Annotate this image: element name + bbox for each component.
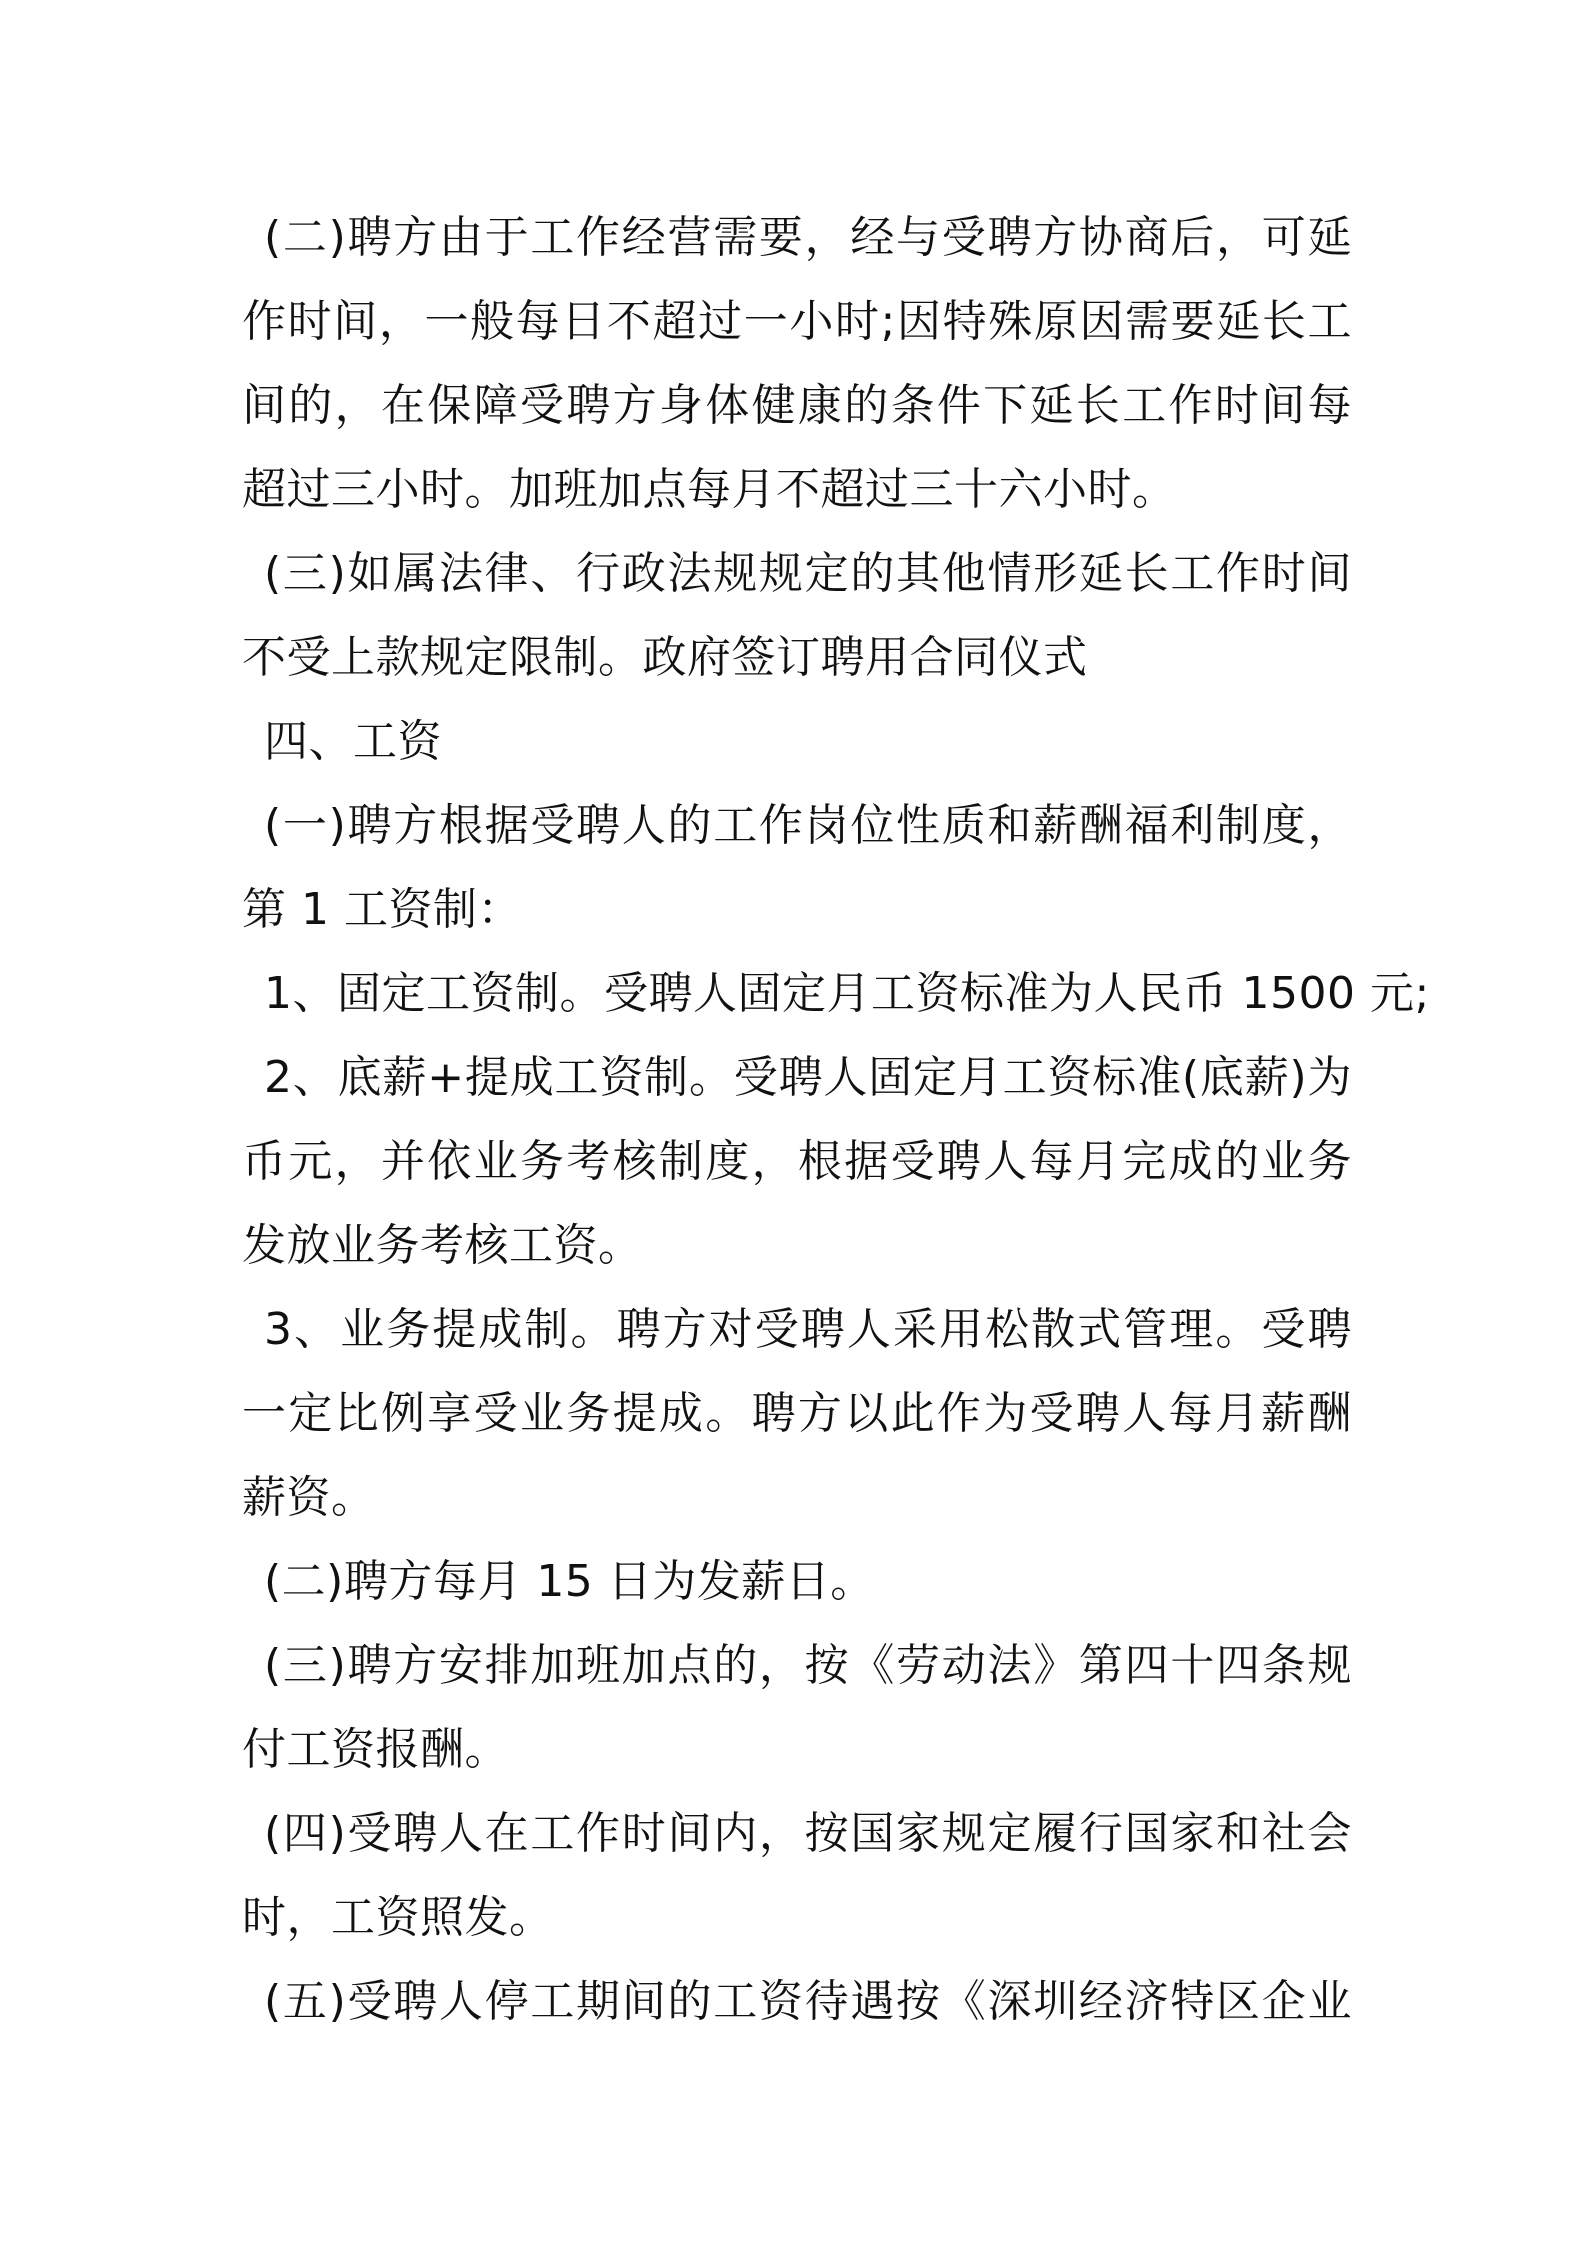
paragraph-line: 第 1 工资制： — [242, 884, 522, 935]
paragraph-line: 付工资报酬。 — [242, 1724, 509, 1775]
paragraph-line: 时，工资照发。 — [242, 1892, 554, 1943]
paragraph-line: (二)聘方由于工作经营需要，经与受聘方协商后，可延 — [264, 212, 1352, 263]
paragraph-line: (四)受聘人在工作时间内，按国家规定履行国家和社会 — [264, 1808, 1352, 1859]
paragraph-line: 间的，在保障受聘方身体健康的条件下延长工作时间每 — [242, 380, 1352, 431]
paragraph-line: (一)聘方根据受聘人的工作岗位性质和薪酬福利制度， — [264, 800, 1352, 851]
paragraph-line: 3、业务提成制。聘方对受聘人采用松散式管理。受聘 — [264, 1304, 1352, 1355]
paragraph-line: 超过三小时。加班加点每月不超过三十六小时。 — [242, 464, 1177, 515]
paragraph-line: 币元，并依业务考核制度，根据受聘人每月完成的业务 — [242, 1136, 1352, 1187]
paragraph-line: 2、底薪+提成工资制。受聘人固定月工资标准(底薪)为 — [264, 1052, 1352, 1103]
paragraph-line: 发放业务考核工资。 — [242, 1220, 643, 1271]
paragraph-line: 一定比例享受业务提成。聘方以此作为受聘人每月薪酬 — [242, 1388, 1352, 1439]
paragraph-line: (二)聘方每月 15 日为发薪日。 — [264, 1556, 875, 1607]
paragraph-line: 作时间，一般每日不超过一小时;因特殊原因需要延长工 — [242, 296, 1352, 347]
paragraph-line: 1、固定工资制。受聘人固定月工资标准为人民币 1500 元; — [264, 968, 1430, 1019]
paragraph-line: 薪资。 — [242, 1472, 376, 1523]
paragraph-line: (三)聘方安排加班加点的，按《劳动法》第四十四条规 — [264, 1640, 1352, 1691]
paragraph-line: (五)受聘人停工期间的工资待遇按《深圳经济特区企业 — [264, 1976, 1352, 2027]
paragraph-line: (三)如属法律、行政法规规定的其他情形延长工作时间 — [264, 548, 1352, 599]
paragraph-line: 不受上款规定限制。政府签订聘用合同仪式 — [242, 632, 1088, 683]
section-heading: 四、工资 — [264, 716, 442, 767]
document-body — [242, 196, 1430, 2044]
